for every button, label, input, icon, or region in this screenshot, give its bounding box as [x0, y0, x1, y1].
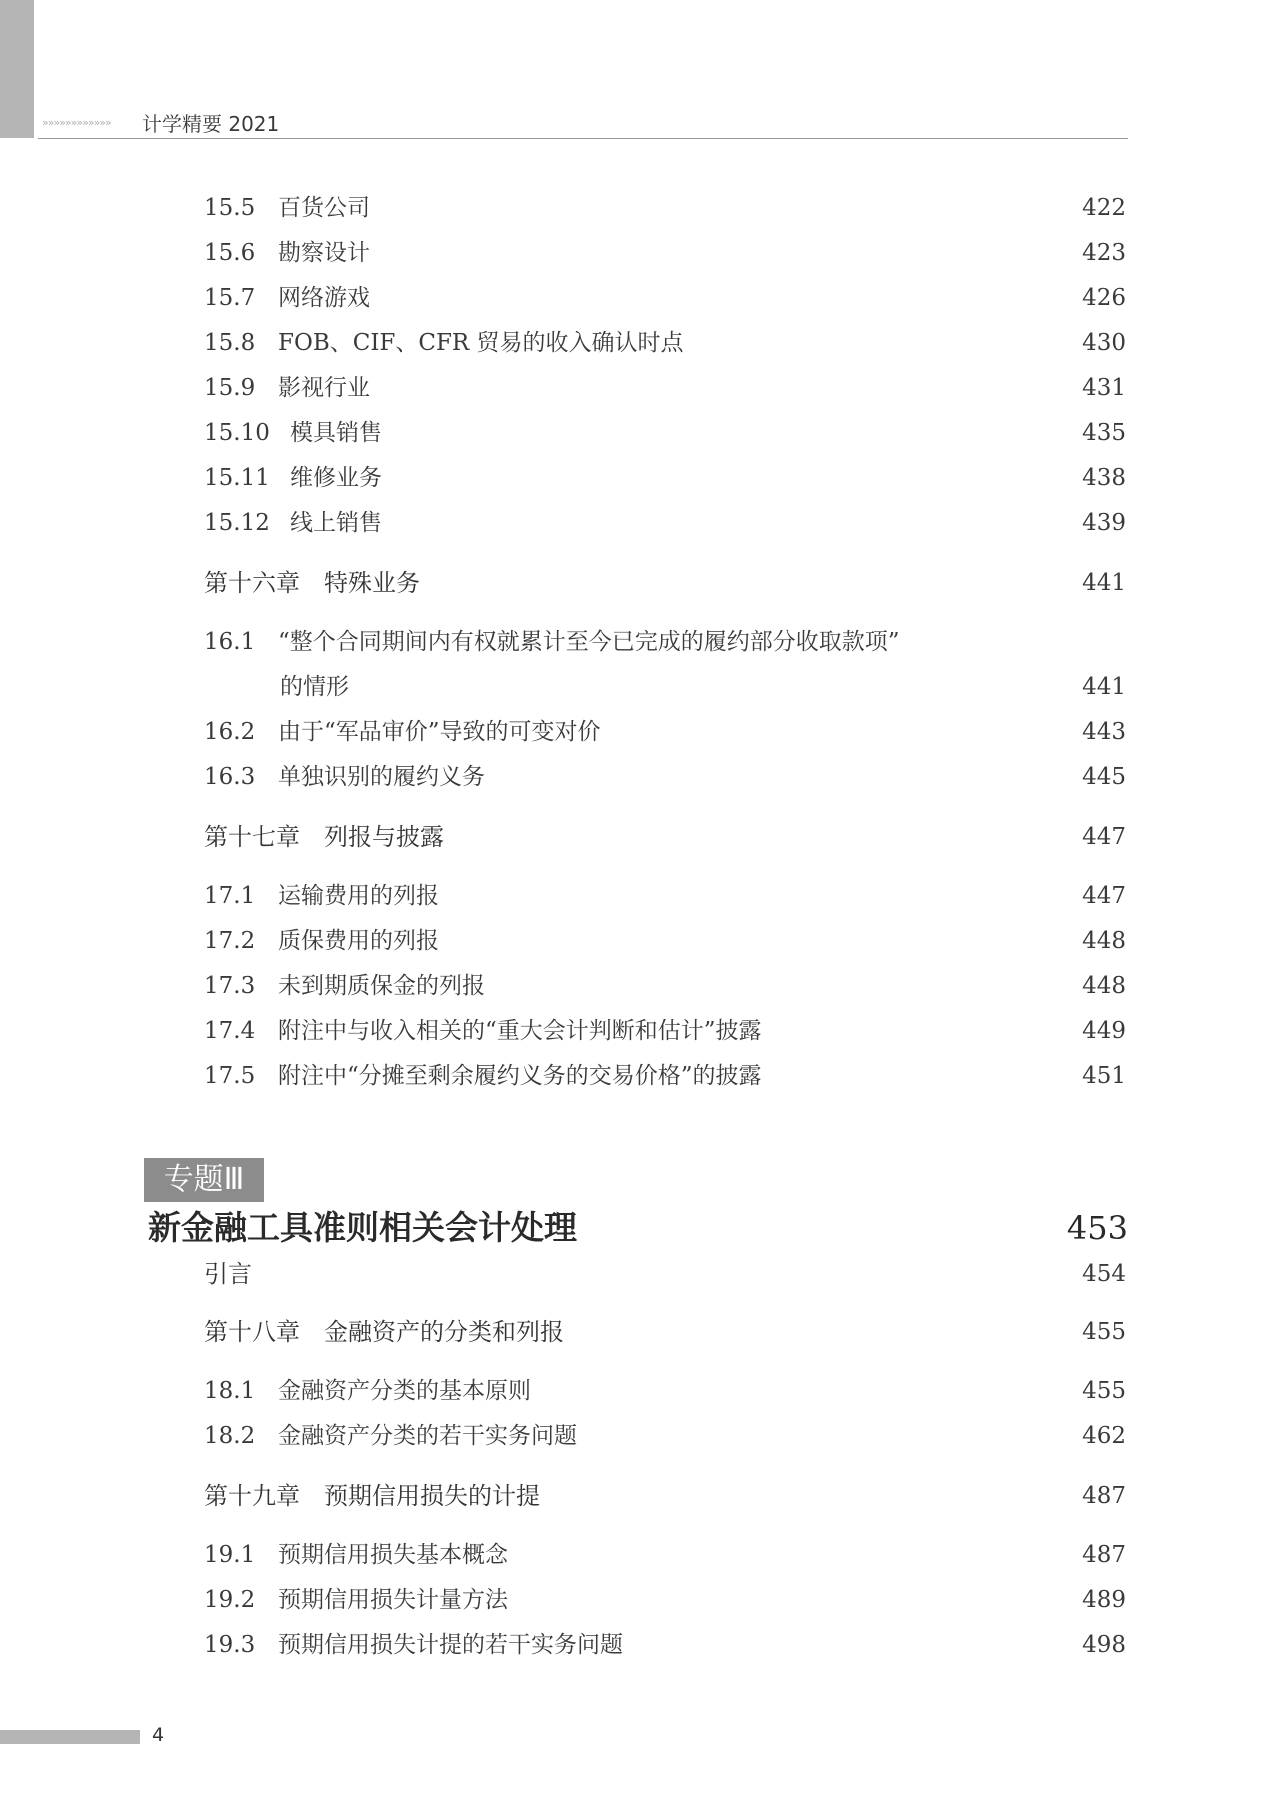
entry-page: 423 [1082, 240, 1126, 266]
entry-title: 未到期质保金的列报 [278, 973, 485, 999]
entry-number: 15.8 [204, 330, 256, 356]
entry-number: 16.2 [204, 719, 256, 745]
entry-title: 的情形 [280, 674, 349, 700]
entry-title: 百货公司 [278, 195, 370, 221]
entry-number: 19.2 [204, 1587, 256, 1613]
toc-entry[interactable] [204, 712, 1126, 752]
entry-title: 维修业务 [290, 465, 382, 491]
toc-entry[interactable] [204, 1580, 1126, 1620]
entry-number: 15.10 [204, 420, 270, 446]
chapter-page: 441 [1082, 570, 1126, 596]
toc-entry[interactable] [204, 278, 1126, 318]
entry-title: 线上销售 [290, 510, 382, 536]
entry-number: 15.12 [204, 510, 270, 536]
toc-chapter-19[interactable] [204, 1476, 1126, 1516]
entry-title: FOB、CIF、CFR 贸易的收入确认时点 [278, 330, 684, 356]
toc-entry[interactable] [204, 1056, 1126, 1096]
entry-number: 17.5 [204, 1063, 256, 1089]
toc-chapter-18[interactable] [204, 1312, 1126, 1352]
entry-number: 18.1 [204, 1378, 256, 1404]
entry-number: 16.3 [204, 764, 256, 790]
toc-entry[interactable] [204, 233, 1126, 273]
entry-page: 439 [1082, 510, 1126, 536]
chapter-title: 第十七章 列报与披露 [204, 823, 444, 851]
entry-number: 17.1 [204, 883, 256, 909]
entry-number: 19.1 [204, 1542, 256, 1568]
entry-title: 预期信用损失计量方法 [278, 1587, 508, 1613]
entry-number: 17.4 [204, 1018, 256, 1044]
toc-entry[interactable] [204, 503, 1126, 543]
chapter-title: 第十六章 特殊业务 [204, 569, 420, 597]
chapter-page: 447 [1082, 824, 1126, 850]
entry-page: 431 [1082, 375, 1126, 401]
entry-title: 由于“军品审价”导致的可变对价 [278, 719, 601, 745]
chapter-title: 第十八章 金融资产的分类和列报 [204, 1318, 564, 1346]
entry-number: 17.2 [204, 928, 256, 954]
chapter-page: 487 [1082, 1483, 1126, 1509]
toc-entry[interactable] [204, 1371, 1126, 1411]
entry-title: 运输费用的列报 [278, 883, 439, 909]
entry-page: 489 [1082, 1587, 1126, 1613]
toc-chapter-16[interactable] [204, 563, 1126, 603]
entry-title: “整个合同期间内有权就累计至今已完成的履约部分收取款项” [278, 629, 900, 655]
header-rule [38, 138, 1128, 139]
entry-title: 影视行业 [278, 375, 370, 401]
entry-page: 448 [1082, 928, 1126, 954]
running-header [38, 108, 1128, 138]
footer-page-number: 4 [152, 1724, 165, 1746]
entry-number: 16.1 [204, 629, 256, 655]
toc-entry[interactable] [204, 323, 1126, 363]
entry-title: 金融资产分类的若干实务问题 [278, 1423, 577, 1449]
entry-number: 15.11 [204, 465, 270, 491]
toc-entry[interactable] [204, 622, 1126, 662]
entry-page: 435 [1082, 420, 1126, 446]
entry-title: 勘察设计 [278, 240, 370, 266]
toc-entry[interactable] [204, 921, 1126, 961]
toc-chapter-17[interactable] [204, 817, 1126, 857]
entry-number: 15.9 [204, 375, 256, 401]
entry-page: 462 [1082, 1423, 1126, 1449]
entry-number: 15.7 [204, 285, 256, 311]
toc-entry[interactable] [204, 1011, 1126, 1051]
toc-entry[interactable] [204, 1535, 1126, 1575]
toc-entry[interactable] [204, 413, 1126, 453]
toc-entry[interactable] [204, 188, 1126, 228]
toc-intro[interactable] [204, 1254, 1126, 1294]
entry-title: 金融资产分类的基本原则 [278, 1378, 531, 1404]
toc-entry[interactable] [204, 368, 1126, 408]
entry-title: 单独识别的履约义务 [278, 764, 485, 790]
toc-entry[interactable] [204, 458, 1126, 498]
entry-number: 15.5 [204, 195, 256, 221]
entry-title: 预期信用损失基本概念 [278, 1542, 508, 1568]
entry-title: 质保费用的列报 [278, 928, 439, 954]
entry-page: 426 [1082, 285, 1126, 311]
entry-page: 449 [1082, 1018, 1126, 1044]
topic-tag: 专题Ⅲ [144, 1158, 264, 1202]
toc-entry[interactable] [204, 876, 1126, 916]
entry-title: 网络游戏 [278, 285, 370, 311]
entry-page: 498 [1082, 1632, 1126, 1658]
entry-title: 预期信用损失计提的若干实务问题 [278, 1632, 623, 1658]
entry-number: 17.3 [204, 973, 256, 999]
entry-page: 455 [1082, 1378, 1126, 1404]
intro-page: 454 [1082, 1261, 1126, 1287]
toc-entry-continued[interactable] [204, 667, 1126, 707]
entry-page: 422 [1082, 195, 1126, 221]
chapter-title: 第十九章 预期信用损失的计提 [204, 1482, 540, 1510]
topic-page: 453 [1066, 1209, 1128, 1247]
entry-number: 19.3 [204, 1632, 256, 1658]
entry-page: 451 [1082, 1063, 1126, 1089]
toc-entry[interactable] [204, 966, 1126, 1006]
entry-page: 447 [1082, 883, 1126, 909]
intro-title: 引言 [204, 1260, 252, 1288]
toc-entry[interactable] [204, 1416, 1126, 1456]
entry-page: 445 [1082, 764, 1126, 790]
corner-decoration-bar [0, 0, 34, 138]
entry-page: 430 [1082, 330, 1126, 356]
entry-page: 438 [1082, 465, 1126, 491]
topic-title[interactable]: 新金融工具准则相关会计处理 [148, 1208, 577, 1247]
entry-page: 448 [1082, 973, 1126, 999]
toc-entry[interactable] [204, 757, 1126, 797]
footer-decoration-bar [0, 1730, 140, 1744]
entry-title: 附注中与收入相关的“重大会计判断和估计”披露 [278, 1018, 762, 1044]
entry-title: 模具销售 [290, 420, 382, 446]
entry-number: 15.6 [204, 240, 256, 266]
header-title: 计学精要 2021 [142, 112, 280, 136]
entry-number: 18.2 [204, 1423, 256, 1449]
entry-page: 441 [1082, 674, 1126, 700]
chapter-page: 455 [1082, 1319, 1126, 1345]
toc-entry[interactable] [204, 1625, 1126, 1665]
header-arrows-ornament: »»»»»»»»»»»» [42, 116, 111, 129]
entry-page: 443 [1082, 719, 1126, 745]
entry-page: 487 [1082, 1542, 1126, 1568]
entry-title: 附注中“分摊至剩余履约义务的交易价格”的披露 [278, 1063, 762, 1089]
